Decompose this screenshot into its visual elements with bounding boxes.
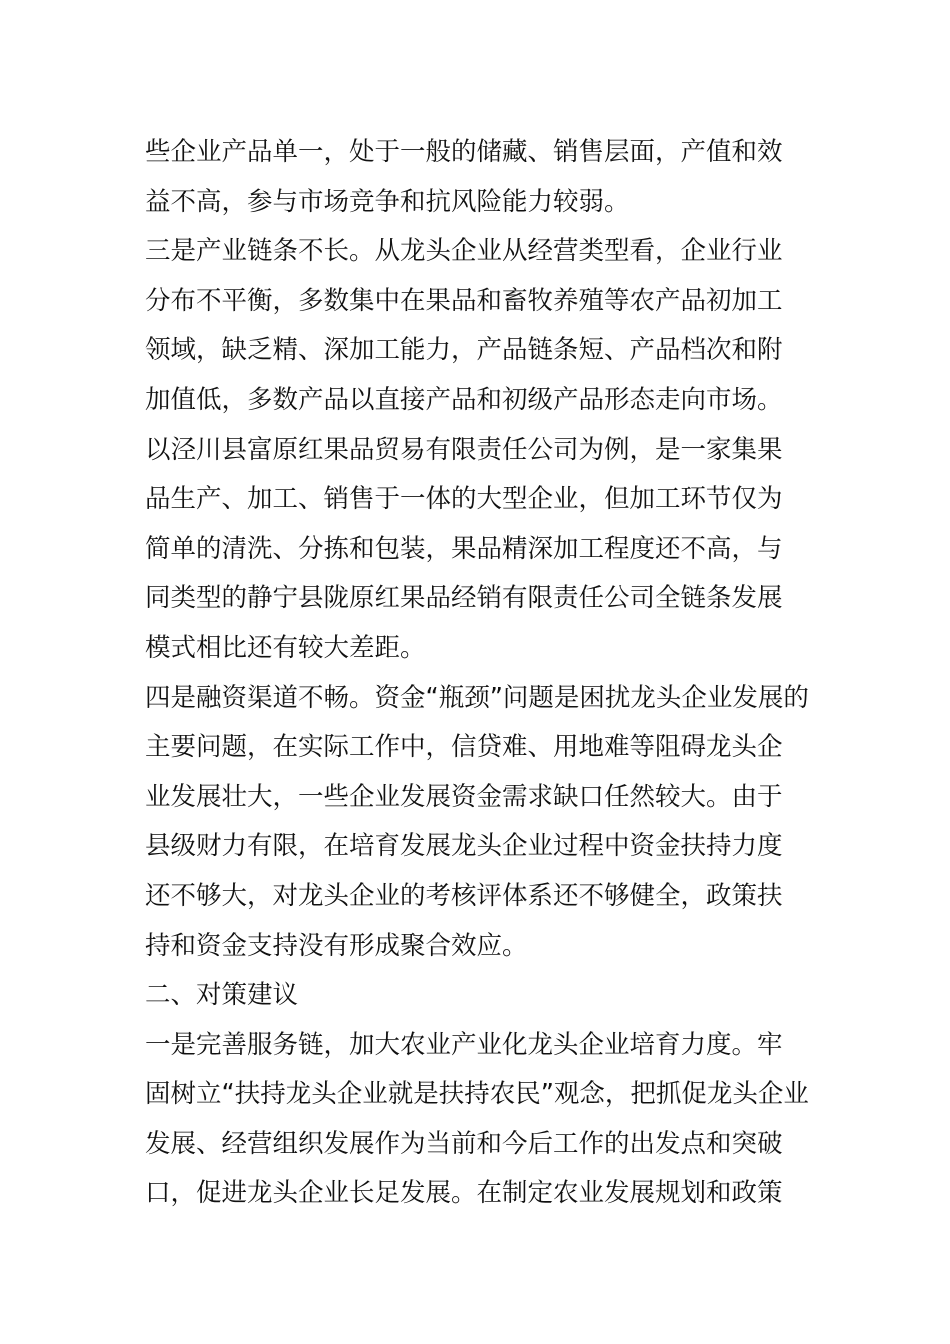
text-line: 领域，缺乏精、深加工能力，产品链条短、产品档次和附 bbox=[145, 335, 783, 366]
text-line: 四是融资渠道不畅。资金“瓶颈”问题是困扰龙头企业发展的 bbox=[145, 682, 809, 713]
text-line: 些企业产品单一，处于一般的储藏、销售层面，产值和效 bbox=[145, 137, 783, 167]
text-line: 固树立“扶持龙头企业就是扶持农民”观念，把抓促龙头企业 bbox=[145, 1079, 809, 1110]
text-line: 模式相比还有较大差距。 bbox=[145, 632, 426, 663]
text-line: 主要问题，在实际工作中，信贷难、用地难等阻碍龙头企 bbox=[145, 732, 783, 763]
text-line: 三是产业链条不长。从龙头企业从经营类型看，企业行业 bbox=[145, 236, 783, 267]
section-heading: 二、对策建议 bbox=[145, 980, 299, 1011]
text-line: 益不高，参与市场竞争和抗风险能力较弱。 bbox=[145, 186, 630, 217]
text-line: 业发展壮大，一些企业发展资金需求缺口任然较大。由于 bbox=[145, 781, 783, 812]
text-line: 持和资金支持没有形成聚合效应。 bbox=[145, 930, 528, 961]
text-line: 以泾川县富原红果品贸易有限责任公司为例，是一家集果 bbox=[145, 434, 783, 465]
text-line: 同类型的静宁县陇原红果品经销有限责任公司全链条发展 bbox=[145, 583, 783, 614]
text-line: 简单的清洗、分拣和包装，果品精深加工程度还不高，与 bbox=[145, 533, 783, 564]
text-line: 口，促进龙头企业长足发展。在制定农业发展规划和政策 bbox=[145, 1178, 783, 1209]
text-line: 一是完善服务链，加大农业产业化龙头企业培育力度。牢 bbox=[145, 1029, 783, 1060]
text-line: 还不够大，对龙头企业的考核评体系还不够健全，政策扶 bbox=[145, 880, 783, 911]
text-line: 加值低，多数产品以直接产品和初级产品形态走向市场。 bbox=[145, 384, 783, 415]
text-line: 品生产、加工、销售于一体的大型企业，但加工环节仅为 bbox=[145, 484, 783, 515]
text-line: 分布不平衡，多数集中在果品和畜牧养殖等农产品初加工 bbox=[145, 285, 783, 316]
text-line: 县级财力有限，在培育发展龙头企业过程中资金扶持力度 bbox=[145, 831, 783, 862]
text-line: 发展、经营组织发展作为当前和今后工作的出发点和突破 bbox=[145, 1128, 783, 1159]
document-body bbox=[145, 128, 815, 1219]
